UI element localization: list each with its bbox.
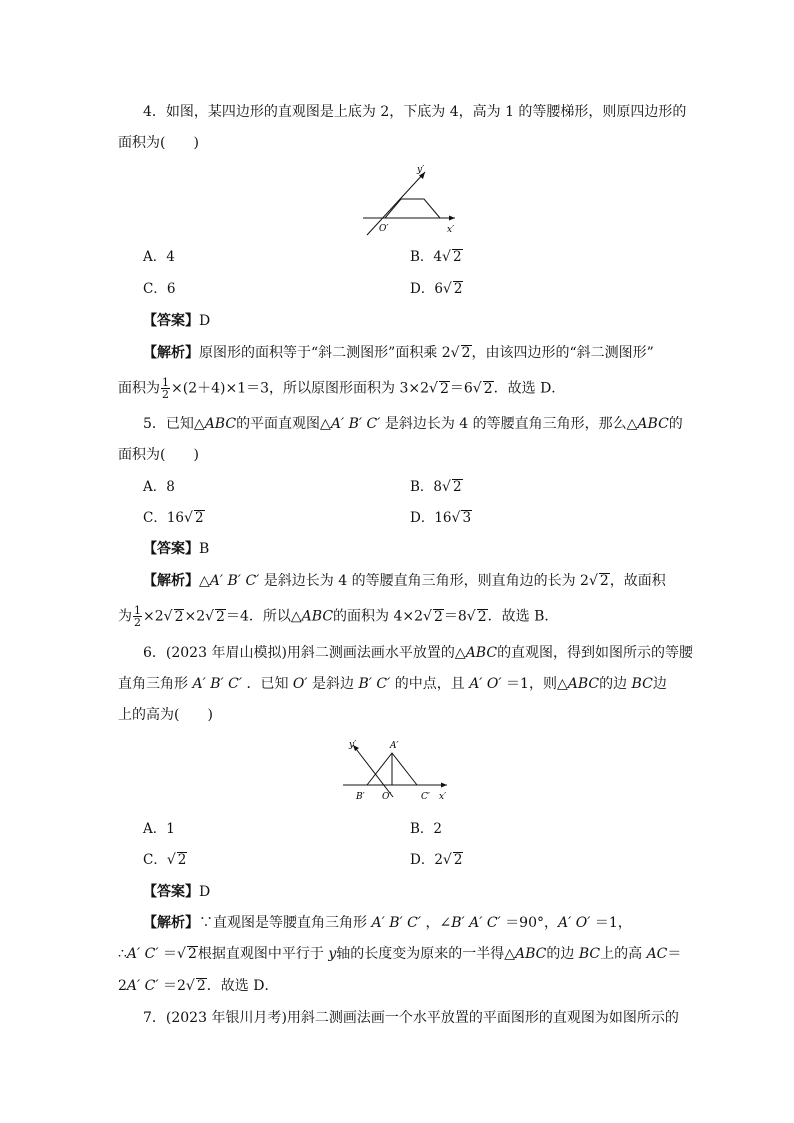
q6-option-a: A．1 <box>143 821 175 837</box>
q4-explanation-line2: 面积为 $\frac{1}{2}$ ×(2＋4)×1＝3，所以原图形面积为 3×2√ 2＝6√ 2．故选 D． <box>118 376 566 401</box>
q6-answer: 【答案】D <box>143 884 211 900</box>
q6-explanation-line1: 【解析】∵直观图是等腰直角三角形 A′ B′ C′ ，∠B′ A′ C′ ＝90°，A′ O′ ＝1， <box>143 915 632 931</box>
q6-y-label: y′ <box>349 740 357 750</box>
q6-option-b: B．2 <box>410 821 443 837</box>
q7-stem-line1: 7．(2023 年银川月考)用斜二测画法画一个水平放置的平面图形的直观图为如图所示的 <box>143 1010 679 1026</box>
q6-option-c: C．√ 2 <box>143 852 187 868</box>
q4-option-d: D．6√ 2 <box>410 281 463 297</box>
q5-stem-line2: 面积为( ) <box>118 447 199 463</box>
q4-figure <box>355 160 470 240</box>
q6-explanation-line2: ∴A′ C′ ＝√ 2根据直观图中平行于 y轴的长度变为原来的一半得△ABC的边 BC上的高 AC＝ <box>118 946 682 962</box>
q6-explanation-line3: 2A′ C′ ＝2√ 2．故选 D． <box>118 978 279 994</box>
q4-stem-line2: 面积为( ) <box>118 135 199 151</box>
q5-explanation-line2: 为 $\frac{1}{2}$ ×2√ 2×2√ 2＝4．所以△ABC的面积为 4×2√ 2＝8√ 2．故选 B． <box>118 604 559 629</box>
q5-answer: 【答案】B <box>143 541 210 557</box>
q6-stem-line2: 直角三角形 A′ B′ C′ ．已知 O′ 是斜边 B′ C′ 的中点，且 A′ O′ ＝1，则△ABC的边 BC边 <box>118 676 667 692</box>
q6-option-d: D．2√ 2 <box>410 852 463 868</box>
q4-stem-line1: 4．如图，某四边形的直观图是上底为 2，下底为 4，高为 1 的等腰梯形，则原四边形的 <box>143 104 687 120</box>
q4-explanation-line1: 【解析】原图形的面积等于“斜二测图形”面积乘 2√ 2，由该四边形的“斜二测图形” <box>143 345 654 361</box>
q6-x-label: x′ <box>439 792 447 802</box>
q5-explanation-line1: 【解析】△A′ B′ C′ 是斜边长为 4 的等腰直角三角形，则直角边的长为 2√ 2，故面积 <box>143 573 666 589</box>
q4-option-c: C．6 <box>143 281 176 297</box>
q6-y-axis <box>353 745 393 797</box>
q5-stem-line1: 5．已知△ABC的平面直观图△A′ B′ C′ 是斜边长为 4 的等腰直角三角形，那么△ABC的 <box>143 416 683 432</box>
q6-a-label: A′ <box>390 741 399 751</box>
q6-figure <box>335 735 460 810</box>
q4-trapezoid <box>385 199 440 218</box>
q4-y-axis <box>367 172 425 235</box>
q6-o-label: O′ <box>382 792 392 802</box>
q6-b-label: B′ <box>356 792 365 802</box>
q5-option-c: C．16√ 2 <box>143 510 204 526</box>
q6-c-label: C′ <box>421 792 430 802</box>
q6-stem-line3: 上的高为( ) <box>118 707 213 723</box>
q4-x-label: x′ <box>447 225 455 235</box>
q5-option-a: A．8 <box>143 479 175 495</box>
q4-y-label: y′ <box>417 165 425 175</box>
q5-option-b: B．8√ 2 <box>410 479 462 495</box>
q4-option-b: B．4√ 2 <box>410 249 462 265</box>
q4-answer: 【答案】D <box>143 313 211 329</box>
q4-o-label: O′ <box>379 224 389 234</box>
q5-option-d: D．16√ 3 <box>410 510 472 526</box>
q6-stem-line1: 6．(2023 年眉山模拟)用斜二测画法画水平放置的△ABC的直观图，得到如图所示的等腰 <box>143 645 694 661</box>
q4-option-a: A．4 <box>143 249 175 265</box>
